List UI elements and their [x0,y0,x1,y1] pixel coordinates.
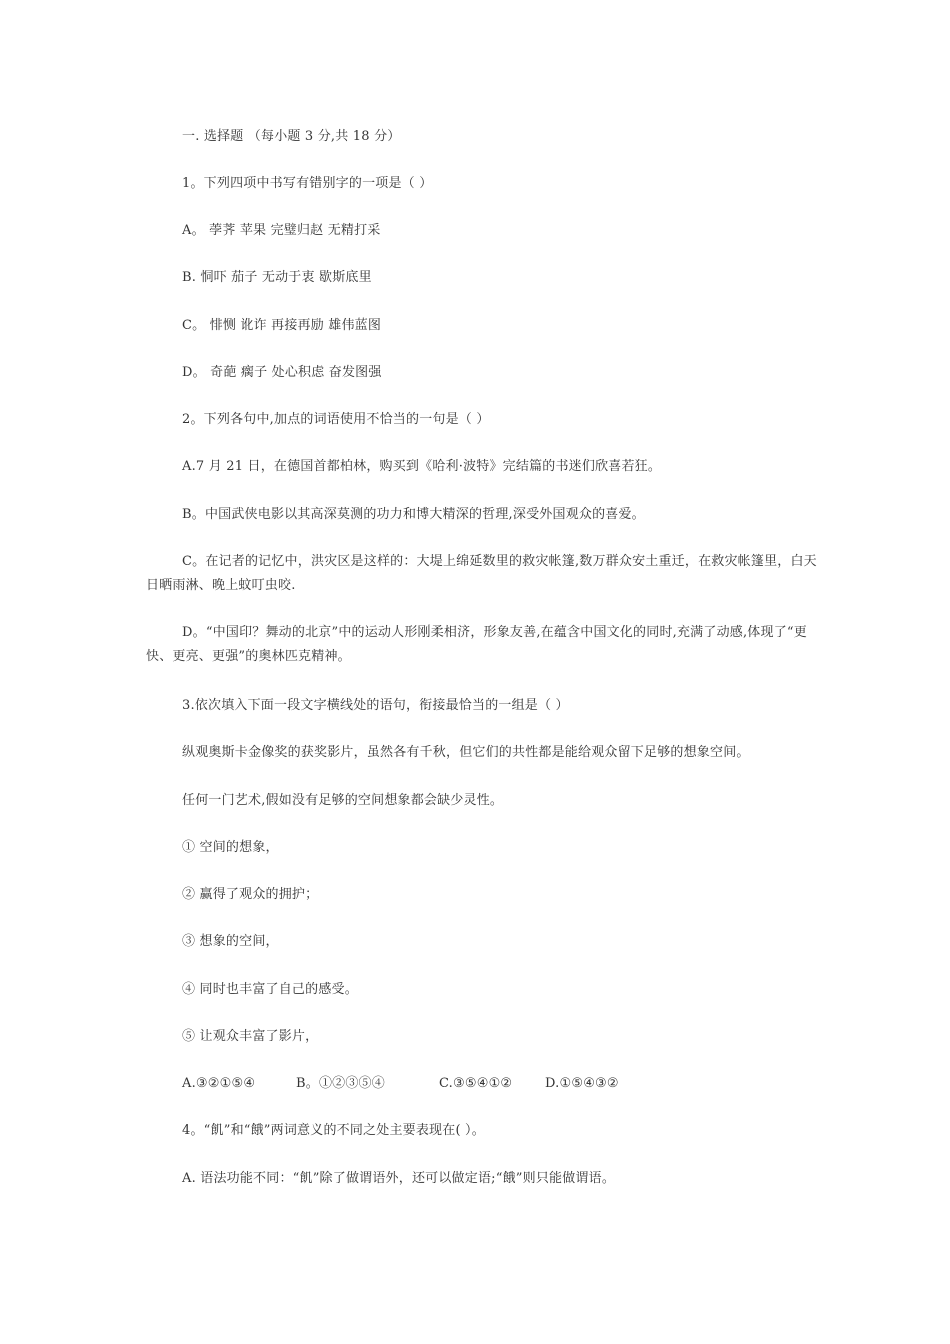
question-2-option-a: A.7 月 21 日，在德国首都柏林，购买到《哈利·波特》完结篇的书迷们欣喜若狂。 [182,459,662,474]
question-3-item-1: ① 空间的想象， [182,840,279,855]
question-4-stem: 4。“飢”和“餓”两词意义的不同之处主要表现在( ）。 [182,1123,485,1138]
question-2-option-d: D。“中国印？舞动的北京”中的运动人形刚柔相济，形象友善,在蕴含中国文化的同时,充满了动感,体现了“更快、更亮、更强”的奥林匹克精神。 [146,625,807,664]
question-3-item-2: ② 赢得了观众的拥护； [182,887,319,902]
question-3-option-c: C.③⑤④①② [439,1076,513,1091]
question-1-option-c: C。 悱恻 讹诈 再接再励 雄伟蓝图 [182,318,382,333]
question-3-options [182,1076,822,1092]
question-1-option-a: A。 荸荠 苹果 完璧归赵 无精打采 [182,223,381,238]
question-3-item-3: ③ 想象的空间， [182,934,279,949]
question-3-item-4: ④ 同时也丰富了自己的感受。 [182,982,358,997]
question-3-option-a: A.③②①⑤④ [182,1076,256,1091]
question-1-stem: 1。下列四项中书写有错别字的一项是（ ） [182,176,433,191]
question-4-option-a: A. 语法功能不同：“飢”除了做谓语外，还可以做定语;“餓”则只能做谓语。 [182,1171,616,1186]
question-3-passage-2: 任何一门艺术,假如没有足够的空间想象都会缺少灵性。 [182,793,504,808]
question-2-stem: 2。下列各句中,加点的词语使用不恰当的一句是（ ） [182,412,490,427]
question-2-option-c: C。在记者的记忆中，洪灾区是这样的：大堤上绵延数里的救灾帐篷,数万群众安土重迁，在救灾帐篷里，白天日晒雨淋、晚上蚊叮虫咬. [146,554,817,593]
question-2-option-b: B。中国武侠电影以其高深莫测的功力和博大精深的哲理,深受外国观众的喜爱。 [182,507,645,522]
question-3-option-d: D.①⑤④③② [545,1076,619,1091]
question-3-option-b: B。①②③⑤④ [296,1076,385,1091]
question-1-option-b: B. 恫吓 茄子 无动于衷 歇斯底里 [182,270,372,285]
question-1-option-d: D。 奇葩 瘸子 处心积虑 奋发图强 [182,365,382,380]
section-heading: 一. 选择题 （每小题 3 分,共 18 分） [182,129,401,144]
question-3-passage-1: 纵观奥斯卡金像奖的获奖影片，虽然各有千秋，但它们的共性都是能给观众留下足够的想象空间。 [182,745,750,760]
question-3-item-5: ⑤ 让观众丰富了影片， [182,1029,319,1044]
question-3-stem: 3.依次填入下面一段文字横线处的语句，衔接最恰当的一组是（ ） [182,698,569,713]
